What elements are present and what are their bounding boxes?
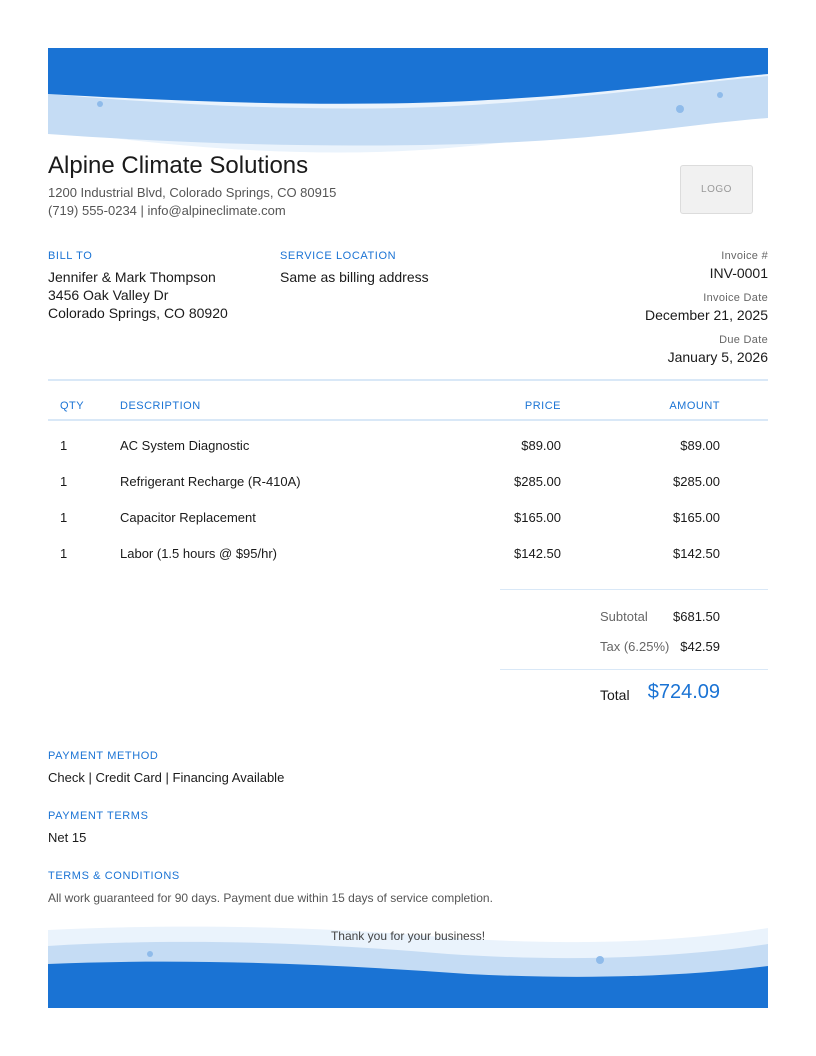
row-price: $285.00 xyxy=(514,474,561,489)
row-qty: 1 xyxy=(60,510,68,525)
due-date: January 5, 2026 xyxy=(667,349,768,365)
amount-header: AMOUNT xyxy=(669,400,720,412)
row-description: Refrigerant Recharge (R-410A) xyxy=(120,474,301,489)
invoice-date-label: Invoice Date xyxy=(703,292,768,304)
total-value: $724.09 xyxy=(647,681,720,703)
total-label: Total xyxy=(600,687,630,703)
price-header: PRICE xyxy=(524,400,561,412)
terms-label: TERMS & CONDITIONS xyxy=(48,870,180,882)
row-price: $142.50 xyxy=(514,546,561,561)
invoice-date: December 21, 2025 xyxy=(645,307,768,323)
row-price: $89.00 xyxy=(521,438,561,453)
row-description: Capacitor Replacement xyxy=(120,510,256,525)
qty-header: QTY xyxy=(60,400,85,412)
invoice-page xyxy=(48,48,768,1008)
payment-terms-label: PAYMENT TERMS xyxy=(48,810,149,822)
invoice-number-label: Invoice # xyxy=(721,250,768,262)
row-qty: 1 xyxy=(60,438,68,453)
due-date-label: Due Date xyxy=(719,334,768,346)
subtotal-label: Subtotal xyxy=(600,609,648,624)
thank-you-message: Thank you for your business! xyxy=(330,929,486,943)
table-top-rule xyxy=(48,379,768,381)
invoice-number: INV-0001 xyxy=(709,265,768,281)
bill-to-label: BILL TO xyxy=(48,250,93,262)
table-header-rule xyxy=(48,419,768,421)
payment-terms-value: Net 15 xyxy=(48,830,87,845)
bill-to-name: Jennifer & Mark Thompson xyxy=(48,269,216,285)
row-description: Labor (1.5 hours @ $95/hr) xyxy=(120,546,278,561)
logo-placeholder: LOGO xyxy=(680,165,753,214)
row-qty: 1 xyxy=(60,546,68,561)
row-price: $165.00 xyxy=(514,510,561,525)
row-description: AC System Diagnostic xyxy=(120,438,250,453)
bill-to-city: Colorado Springs, CO 80920 xyxy=(48,305,228,321)
header-wave-decoration xyxy=(48,48,768,158)
tax-label: Tax (6.25%) xyxy=(600,639,670,654)
service-location-label: SERVICE LOCATION xyxy=(280,250,397,262)
payment-method-value: Check | Credit Card | Financing Available xyxy=(48,770,285,785)
description-header: DESCRIPTION xyxy=(120,400,201,412)
company-name: Alpine Climate Solutions xyxy=(48,152,309,179)
row-qty: 1 xyxy=(60,474,68,489)
totals-top-rule xyxy=(500,589,768,590)
row-amount: $285.00 xyxy=(673,474,720,489)
service-location-value: Same as billing address xyxy=(280,269,429,285)
totals-bottom-rule xyxy=(500,669,768,670)
row-amount: $142.50 xyxy=(673,546,720,561)
subtotal-value: $681.50 xyxy=(673,609,720,624)
company-contact: (719) 555-0234 | info@alpineclimate.com xyxy=(48,203,286,218)
bill-to-street: 3456 Oak Valley Dr xyxy=(48,287,169,303)
terms-value: All work guaranteed for 90 days. Payment due within 15 days of service completion. xyxy=(48,891,493,905)
payment-method-label: PAYMENT METHOD xyxy=(48,750,159,762)
company-address: 1200 Industrial Blvd, Colorado Springs, CO 80915 xyxy=(48,185,337,200)
row-amount: $165.00 xyxy=(673,510,720,525)
row-amount: $89.00 xyxy=(680,438,720,453)
tax-value: $42.59 xyxy=(680,639,720,654)
